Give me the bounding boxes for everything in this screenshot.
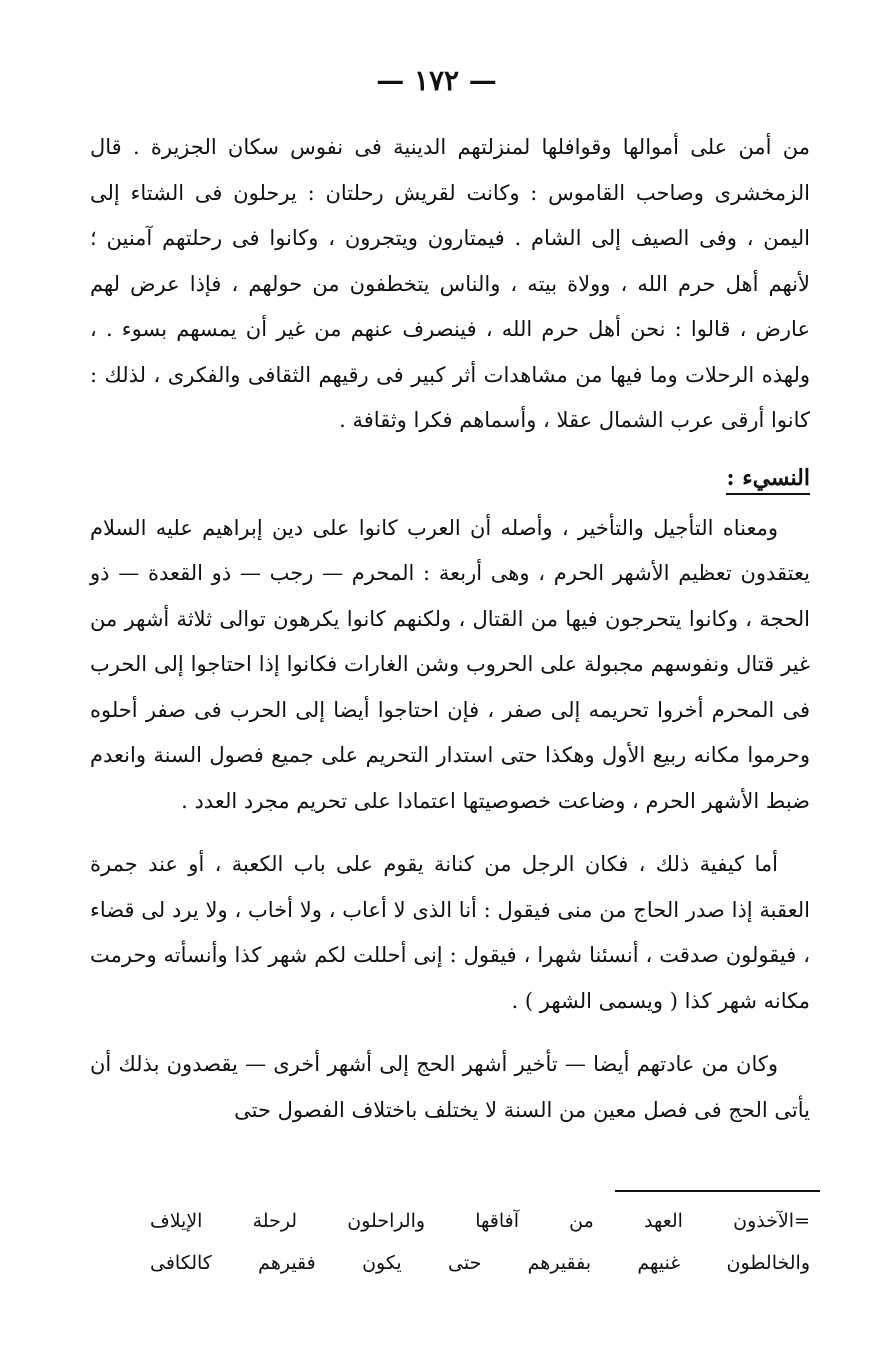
page-number: — ١٧٢ — <box>376 64 497 97</box>
main-text <box>90 125 810 1133</box>
paragraph-quraysh-journeys: من أمن على أموالها وقوافلها لمنزلتهم الدينية فى نفوس سكان الجزيرة . قال الزمخشرى وصاحب القاموس : وكانت لقريش رحلتان : يرحلون فى الشتاء إلى اليمن ، وفى الصيف إلى الشام . فيمتارون ويتجرون ، وكانوا فى رحلتهم آمنين ؛ لأنهم أهل حرم الله ، وولاة بيته ، والناس يتخطفون من حولهم ، فإذا عرض لهم عارض ، قالوا : نحن أهل حرم الله ، فينصرف عنهم من غير أن يمسهم بسوء . ، ولهذه الرحلات وما فيها من مشاهدات أثر كبير فى رقيهم الثقافى والفكرى ، لذلك : كانوا أرقى عرب الشمال عقلا ، وأسماهم فكرا وثقافة . <box>90 135 810 432</box>
footnote-divider <box>615 1190 820 1192</box>
section-heading-label: النسيء : <box>726 465 810 495</box>
footnote <box>150 1200 810 1284</box>
paragraph-nasi-meaning: ومعناه التأجيل والتأخير ، وأصله أن العرب كانوا على دين إبراهيم عليه السلام يعتقدون تعظيم الأشهر الحرم ، وهى أربعة : المحرم — رجب — ذو القعدة — ذو الحجة ، وكانوا يتحرجون فيها من القتال ، ولكنهم كانوا يكرهون توالى ثلاثة أشهر من غير قتال ونفوسهم مجبولة على الحروب وشن الغارات فكانوا إذا احتاجوا إلى الحرب فى المحرم أخروا تحريمه إلى صفر ، فإن احتاجوا أيضا إلى الحرب فى صفر أحلوه وحرموا مكانه ربيع الأول وهكذا حتى استدار التحريم على جميع فصول السنة وانعدم ضبط الأشهر الحرم ، وضاعت خصوصيتها اعتمادا على تحريم مجرد العدد . <box>90 515 810 813</box>
section-heading-nasi <box>90 458 810 498</box>
paragraph-hajj-delay: وكان من عادتهم أيضا — تأخير أشهر الحج إلى أشهر أخرى — يقصدون بذلك أن يأتى الحج فى فصل معين من السنة لا يختلف باختلاف الفصول حتى <box>90 1052 810 1122</box>
footnote-line-2: والخالطون غنيهم بفقيرهم حتى يكون فقيرهم كالكافى <box>150 1252 810 1274</box>
footnote-line-1: =الآخذون العهد من آفاقها والراحلون لرحلة الإيلاف <box>150 1210 810 1232</box>
paragraph-nasi-procedure: أما كيفية ذلك ، فكان الرجل من كنانة يقوم على باب الكعبة ، أو عند جمرة العقبة إذا صدر الحاج من منى فيقول : أنا الذى لا أعاب ، ولا أخاب ، ولا يرد لى قضاء ، فيقولون صدقت ، أنسئنا شهرا ، فيقول : إنى أحللت لكم شهر كذا وأنسأته وحرمت مكانه شهر كذا ( ويسمى الشهر ) . <box>90 852 810 1013</box>
